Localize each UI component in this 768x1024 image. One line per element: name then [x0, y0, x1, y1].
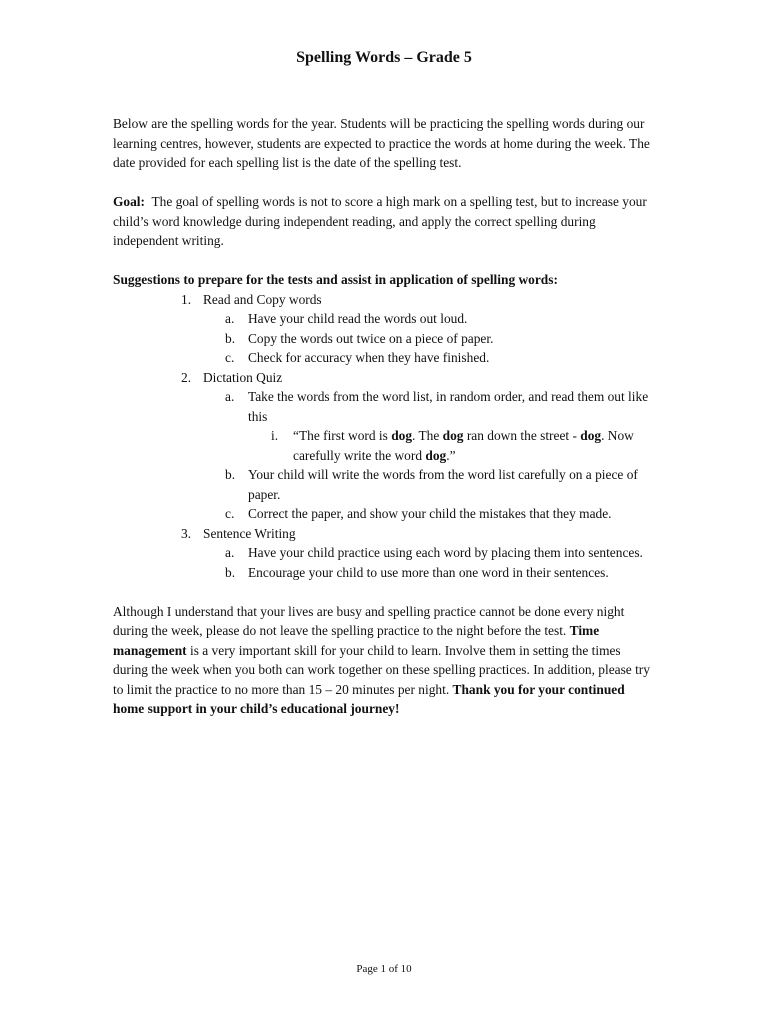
- page-footer: Page 1 of 10: [356, 963, 412, 975]
- example-word: dog: [391, 428, 413, 443]
- item-text: Encourage your child to use more than one word in their sentences.: [248, 564, 609, 580]
- example-text: .”: [446, 447, 456, 463]
- item-text: Your child will write the words from the word list carefully on a piece of paper.: [248, 467, 638, 502]
- item-text: Have your child read the words out loud.: [248, 311, 468, 326]
- step-label: Dictation Quiz: [203, 369, 283, 385]
- step-item: [113, 563, 658, 583]
- step-number: 3.: [181, 525, 192, 541]
- example-text: ran down the street -: [463, 428, 581, 443]
- item-letter: a.: [225, 311, 235, 326]
- item-letter: c.: [225, 350, 235, 365]
- example-numeral: i.: [271, 428, 279, 443]
- example-word: dog: [580, 428, 602, 443]
- document-body: [113, 114, 658, 738]
- goal-text: The goal of spelling words is not to score a high mark on a spelling test, but to increase your child’s word knowledge during independent reading, and apply the correct spelling during independent writing.: [113, 194, 647, 248]
- closing-thanks: Thank you for your continued home support in your child’s educational journey!: [113, 681, 625, 716]
- page-title: Spelling Words – Grade 5: [296, 49, 472, 66]
- item-letter: a.: [225, 389, 235, 404]
- suggestions-heading: Suggestions to prepare for the tests and assist in application of spelling words:: [113, 272, 558, 287]
- dictation-example: [113, 426, 658, 465]
- item-text: Copy the words out twice on a piece of paper.: [248, 330, 494, 346]
- closing-text: is a very important skill for your child to learn. Involve them in setting the times during the week when you both can work together on these spelling practices. In addition, please try to limit the practice to no more than 15 – 20 minutes per night.: [113, 642, 650, 697]
- item-letter: a.: [225, 545, 235, 560]
- step-3: [113, 524, 658, 544]
- example-word: dog: [442, 428, 464, 443]
- closing-text: Although I understand that your lives are busy and spelling practice cannot be done every night during the week, please do not leave the spelling practice to the night before the test.: [113, 603, 625, 638]
- step-item: [113, 543, 658, 563]
- item-letter: b.: [225, 467, 236, 482]
- item-letter: c.: [225, 506, 235, 521]
- item-text: Correct the paper, and show your child the mistakes that they made.: [248, 506, 612, 521]
- goal-label: Goal:: [113, 194, 145, 209]
- step-label: Sentence Writing: [203, 525, 296, 541]
- step-item: [113, 348, 658, 368]
- step-item: [113, 309, 658, 329]
- step-item: [113, 329, 658, 349]
- step-item: [113, 504, 658, 524]
- item-letter: b.: [225, 330, 236, 346]
- step-2: [113, 368, 658, 388]
- goal-paragraph: [113, 192, 658, 251]
- step-number: 1.: [181, 291, 192, 307]
- example-text: . The: [412, 428, 443, 443]
- step-label: Read and Copy words: [203, 291, 322, 307]
- item-text: Check for accuracy when they have finished.: [248, 350, 490, 365]
- item-text: Have your child practice using each word by placing them into sentences.: [248, 545, 643, 560]
- step-item: [113, 465, 658, 504]
- step-item: [113, 387, 658, 426]
- example-word: dog: [425, 447, 447, 463]
- closing-emphasis: Time management: [113, 623, 600, 658]
- item-letter: b.: [225, 564, 236, 580]
- item-text: Take the words from the word list, in random order, and read them out like this: [248, 389, 649, 424]
- step-1: [113, 290, 658, 310]
- step-number: 2.: [181, 369, 192, 385]
- closing-paragraph: [113, 602, 658, 719]
- example-text: “The first word is: [293, 428, 392, 443]
- example-text: . Now carefully write the word: [293, 428, 634, 463]
- intro-paragraph: Below are the spelling words for the year. Students will be practicing the spelling words during our learning centres, however, students are expected to practice the words at home during the week. The date provided for each spelling list is the date of the spelling test.: [113, 116, 650, 170]
